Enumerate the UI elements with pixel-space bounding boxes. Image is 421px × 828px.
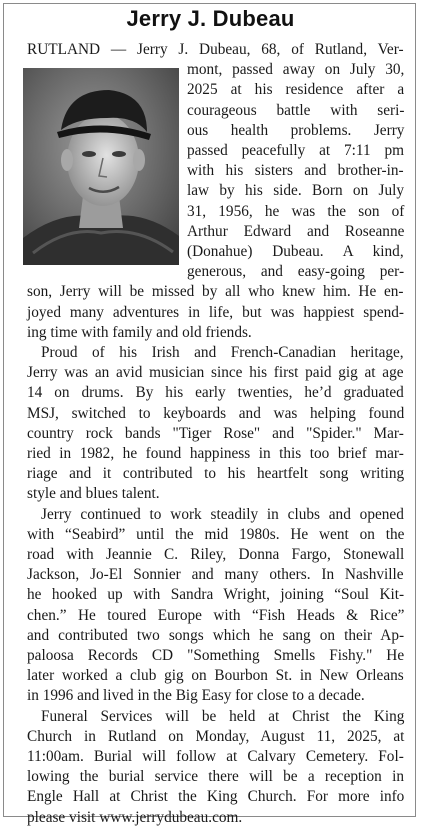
text-line: passed peacefully at 7:11 pm (187, 142, 404, 159)
text-line: later worked a club gig on Bourbon St. in New Orleans (27, 667, 404, 685)
text-line: in 1996 and lived in the Big Easy for close to a decade. (27, 687, 365, 705)
text-line: riage and it contributed to his heartfelt song writing (27, 465, 405, 483)
text-line: Arthur Edward and Roseanne (187, 222, 405, 240)
obituary-title: Jerry J. Dubeau (126, 6, 295, 31)
text-line: he hooked up with Sandra Wright, joining “Soul Kit- (27, 586, 405, 604)
text-line: with his sisters and brother-in- (187, 162, 404, 180)
text-line: generous, and easy-going per- (187, 263, 405, 281)
text-line: chen.” He toured Europe with “Fish Heads & Rice” (27, 606, 405, 624)
text-line: Church in Rutland on Monday, August 11, 2025, at (27, 727, 405, 745)
text-line: courageous battle with seri- (187, 101, 405, 119)
text-line: ing time with family and old friends. (27, 323, 252, 341)
text-line: Engle Hall at Christ the King Church. For more info (27, 788, 405, 806)
text-line: mont, passed away on July 30, (187, 61, 405, 79)
text-line: paloosa Records CD "Something Smells Fishy." He (27, 647, 405, 664)
portrait-image (23, 68, 179, 265)
text-line: lowing the burial service there will be a reception in (27, 768, 404, 786)
text-line: 14 on drums. By his early twenties, he’d graduated (27, 384, 404, 402)
text-line: road with Jeannie C. Riley, Donna Fargo, Stonewall (27, 546, 405, 563)
text-line: ried in 1982, he found happiness in this too brief mar- (27, 445, 404, 462)
text-line: son, Jerry will be missed by all who knew him. He en- (27, 283, 404, 301)
text-line: Jackson, Jo-El Sonnier and many others. In Nashville (27, 566, 404, 584)
text-line: RUTLAND — Jerry J. Dubeau, 68, of Rutland, Ver- (27, 41, 404, 58)
text-line: with “Seabird” until the mid 1980s. He went on the (27, 525, 405, 543)
text-line: ous health problems. Jerry (187, 121, 405, 139)
text-line: style and blues talent. (27, 485, 160, 503)
text-line: Jerry continued to work steadily in clubs and opened (41, 505, 404, 523)
text-line: Jerry was an avid musician since his first paid gig at age (27, 364, 404, 382)
text-line: law by his side. Born on July (187, 182, 405, 200)
text-line: please visit www.jerrydubeau.com. (27, 808, 243, 826)
text-line: Proud of his Irish and French-Canadian heritage, (41, 344, 404, 361)
text-line: 2025 at his residence after a (187, 81, 405, 99)
text-line: country rock bands "Tiger Rose" and "Spider." Mar- (27, 424, 404, 442)
text-line: (Donahue) Dubeau. A kind, (187, 243, 404, 260)
text-line: and contributed two songs which he sang on their Ap- (27, 626, 405, 644)
text-line: MSJ, switched to keyboards and was helping found (27, 404, 405, 422)
text-line: 11:00am. Burial will follow at Calvary Cemetery. Fol- (27, 748, 404, 765)
text-line: joyed many adventures in life, but was happiest spend- (27, 303, 405, 321)
text-line: Funeral Services will be held at Christ the King (41, 707, 405, 725)
text-line: 31, 1956, he was the son of (187, 202, 405, 220)
portrait-photo (23, 68, 179, 265)
